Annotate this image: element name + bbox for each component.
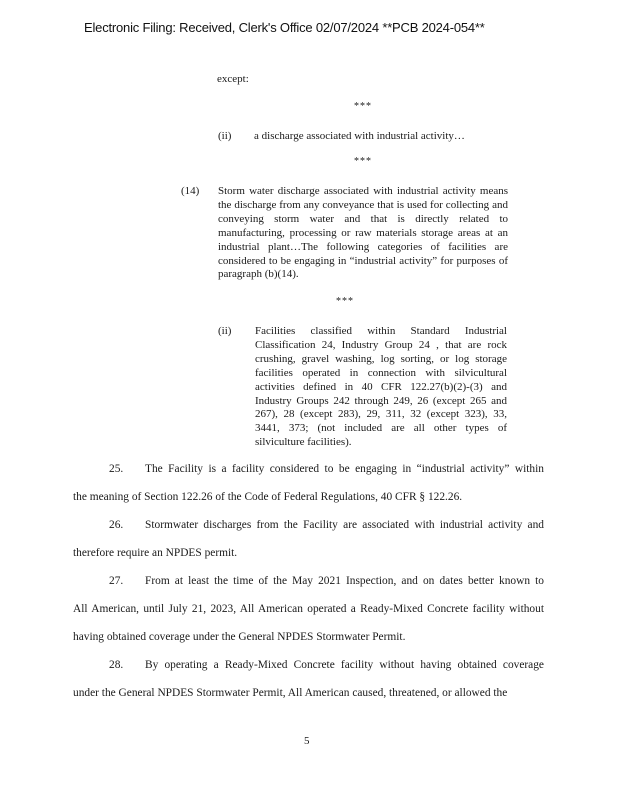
paragraph-number: 26.	[109, 519, 124, 531]
paragraph-first-line: The Facility is a facility considered to be engaging in “industrial activity” within	[145, 463, 544, 475]
quote-sub-ii-text: Facilities classified within Standard Industrial Classification 24, Industry Group 24 , that are rock crushing, gravel washing, log sorting, or log storage facilities operated in connection with silvicultural activities defined in 40 CFR 122.27(b)(2)-(3) and Industry Groups 242 through 249, 26 (except 265 and 267), 28 (except 283), 29, 311, 32 (except 323), 33, 3441, 373; (not included are all other types of silviculture facilities).	[255, 325, 507, 449]
paragraph-28	[73, 651, 544, 707]
quote-separator: ***	[354, 101, 372, 112]
quote-sub-ii-number: (ii)	[218, 325, 232, 337]
paragraph-rest: the meaning of Section 122.26 of the Code of Federal Regulations, 40 CFR § 122.26.	[73, 491, 463, 503]
quote-separator: ***	[354, 156, 372, 167]
paragraph-rest: All American, until July 21, 2023, All American operated a Ready-Mixed Concrete facility without having obtained coverage under the General NPDES Stormwater Permit.	[73, 603, 544, 643]
paragraph-first-line: From at least the time of the May 2021 Inspection, and on dates better known to	[145, 575, 544, 587]
paragraph-first-line: By operating a Ready-Mixed Concrete facility without having obtained coverage	[145, 659, 544, 671]
quote-item-ii-number: (ii)	[218, 130, 232, 142]
quote-except: except:	[217, 73, 249, 85]
quote-item-14-text: Storm water discharge associated with industrial activity means the discharge from any conveyance that is used for collecting and conveying storm water and that is directly related to manufacturing, processing or raw materials storage areas at an industrial plant…The following categories of facilities are considered to be engaging in “industrial activity” for purposes of paragraph (b)(14).	[218, 185, 508, 281]
quote-item-ii-text: a discharge associated with industrial activity…	[254, 130, 465, 142]
paragraph-rest: therefore require an NPDES permit.	[73, 547, 238, 559]
paragraph-25	[73, 455, 544, 511]
paragraph-rest: under the General NPDES Stormwater Permit, All American caused, threatened, or allowed the	[73, 687, 508, 699]
quote-item-14-number: (14)	[181, 185, 200, 197]
paragraph-27	[73, 567, 544, 651]
paragraph-number: 28.	[109, 659, 124, 671]
page-number: 5	[304, 735, 310, 747]
paragraph-number: 25.	[109, 463, 124, 475]
paragraph-26	[73, 511, 544, 567]
paragraph-first-line: Stormwater discharges from the Facility are associated with industrial activity and	[145, 519, 544, 531]
quote-separator: ***	[336, 296, 354, 307]
filing-stamp-header: Electronic Filing: Received, Clerk's Office 02/07/2024 **PCB 2024-054**	[84, 20, 485, 35]
paragraph-number: 27.	[109, 575, 124, 587]
